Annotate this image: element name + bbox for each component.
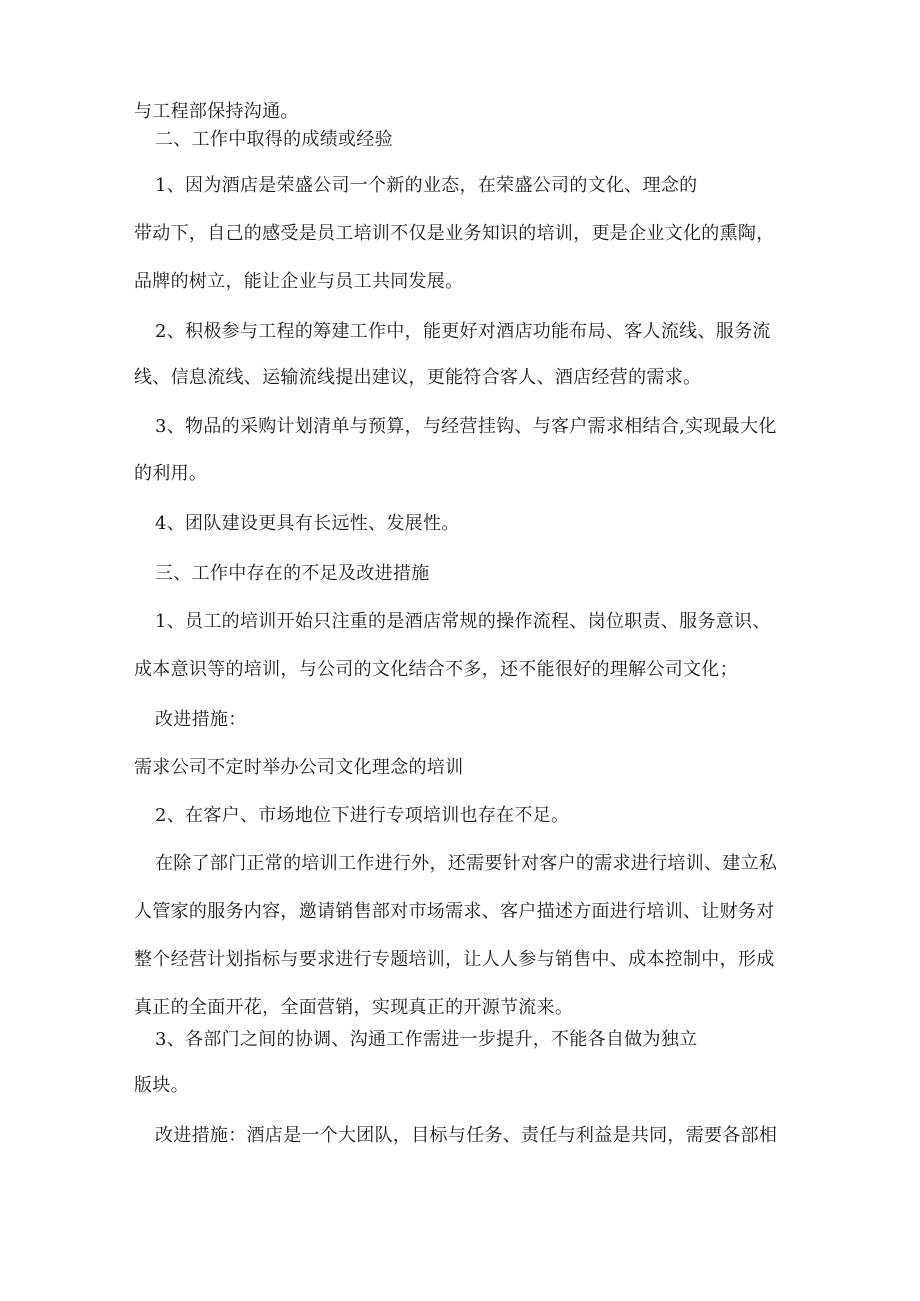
text-line-1: 与工程部保持沟通。 <box>134 101 299 122</box>
text-line-23: 改进措施：酒店是一个大团队，目标与任务、责任与利益是共同，需要各部相 <box>155 1125 778 1146</box>
text-line-6: 2、积极参与工程的筹建工作中，能更好对酒店功能布局、客人流线、服务流 <box>155 321 771 342</box>
section-heading-2: 二、工作中取得的成绩或经验 <box>155 129 393 150</box>
text-line-8: 3、物品的采购计划清单与预算，与经营挂钩、与客户需求相结合,实现最大化 <box>155 416 777 437</box>
text-line-14: 改进措施： <box>155 709 247 730</box>
text-line-19: 整个经营计划指标与要求进行专题培训，让人人参与销售中、成本控制中，形成 <box>134 949 775 970</box>
section-heading-3: 三、工作中存在的不足及改进措施 <box>155 563 430 584</box>
text-line-4: 带动下，自己的感受是员工培训不仅是业务知识的培训，更是企业文化的熏陶， <box>134 223 775 244</box>
text-line-16: 2、在客户、市场地位下进行专项培训也存在不足。 <box>155 805 570 826</box>
text-line-18: 人管家的服务内容，邀请销售部对市场需求、客户描述方面进行培训、让财务对 <box>134 901 775 922</box>
text-line-5: 品牌的树立，能让企业与员工共同发展。 <box>134 271 464 292</box>
text-line-20: 真正的全面开花，全面营销，实现真正的开源节流来。 <box>134 997 574 1018</box>
text-line-21: 3、各部门之间的协调、沟通工作需进一步提升，不能各自做为独立 <box>155 1029 698 1050</box>
text-line-17: 在除了部门正常的培训工作进行外，还需要针对客户的需求进行培训、建立私 <box>155 853 778 874</box>
text-line-22: 版块。 <box>134 1075 189 1096</box>
text-line-9: 的利用。 <box>134 463 208 484</box>
text-line-7: 线、信息流线、运输流线提出建议，更能符合客人、酒店经营的需求。 <box>134 367 702 388</box>
text-line-13: 成本意识等的培训，与公司的文化结合不多，还不能很好的理解公司文化； <box>134 659 738 680</box>
text-line-12: 1、员工的培训开始只注重的是酒店常规的操作流程、岗位职责、服务意识、 <box>155 611 771 632</box>
text-line-10: 4、团队建设更具有长远性、发展性。 <box>155 513 460 534</box>
text-line-3: 1、因为酒店是荣盛公司一个新的业态，在荣盛公司的文化、理念的 <box>155 175 698 196</box>
text-line-15: 需求公司不定时举办公司文化理念的培训 <box>134 757 464 778</box>
